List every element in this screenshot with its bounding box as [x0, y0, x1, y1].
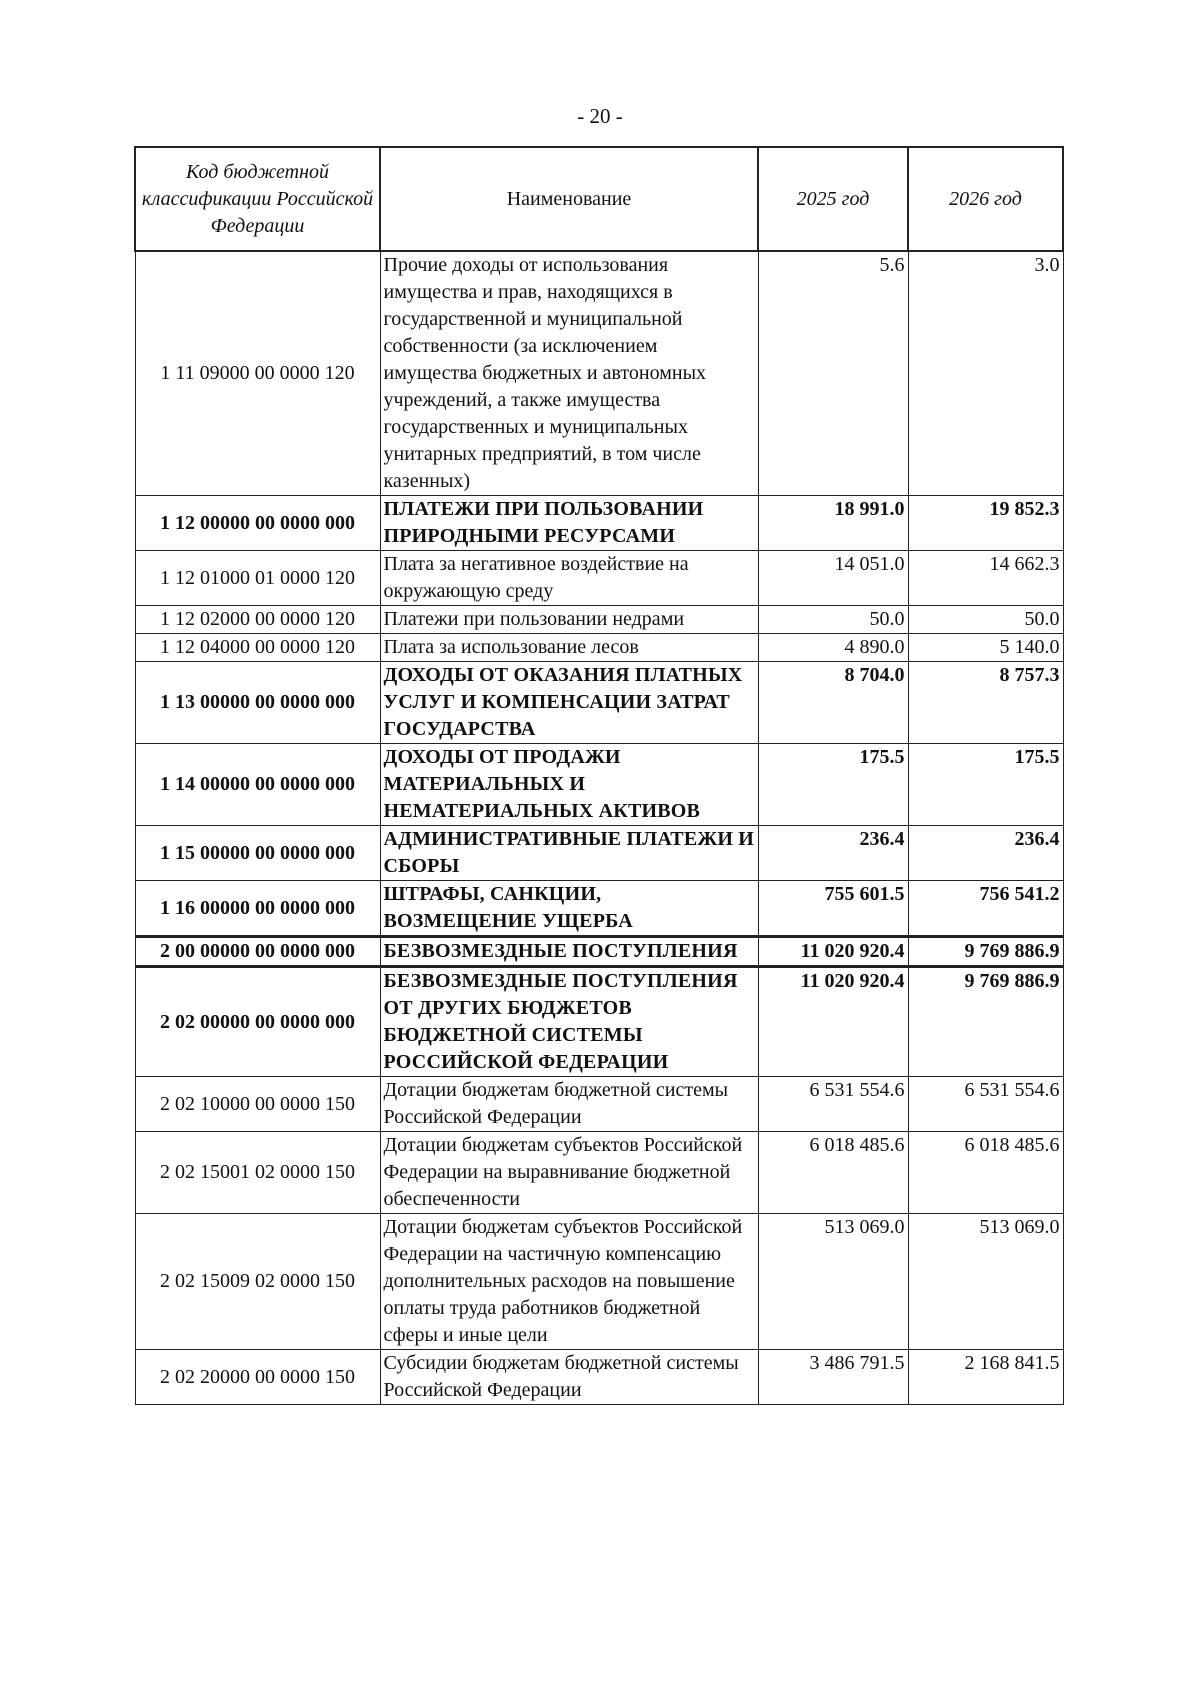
- amount-2026-cell: 6 531 554.6: [908, 1077, 1063, 1132]
- header-2026: 2026 год: [908, 147, 1063, 251]
- amount-2025-cell: 6 018 485.6: [758, 1132, 908, 1214]
- budget-code-cell: 1 16 00000 00 0000 000: [135, 881, 380, 937]
- table-row: [135, 606, 1063, 634]
- amount-2025-cell: 5.6: [758, 251, 908, 496]
- table-header-row: [135, 147, 1063, 251]
- item-name-cell: ПЛАТЕЖИ ПРИ ПОЛЬЗОВАНИИ ПРИРОДНЫМИ РЕСУРСАМИ: [380, 496, 758, 551]
- amount-2026-cell: 236.4: [908, 826, 1063, 881]
- table-row: [135, 1132, 1063, 1214]
- item-name-cell: Дотации бюджетам бюджетной системы Российской Федерации: [380, 1077, 758, 1132]
- budget-code-cell: 1 14 00000 00 0000 000: [135, 744, 380, 826]
- budget-code-cell: 1 12 01000 01 0000 120: [135, 551, 380, 606]
- budget-code-cell: 1 12 00000 00 0000 000: [135, 496, 380, 551]
- table-row: [135, 1077, 1063, 1132]
- table-row: [135, 634, 1063, 662]
- table-row: [135, 937, 1063, 967]
- amount-2025-cell: 18 991.0: [758, 496, 908, 551]
- budget-code-cell: 1 12 02000 00 0000 120: [135, 606, 380, 634]
- amount-2026-cell: 175.5: [908, 744, 1063, 826]
- table-row: [135, 1350, 1063, 1405]
- amount-2026-cell: 2 168 841.5: [908, 1350, 1063, 1405]
- item-name-cell: Субсидии бюджетам бюджетной системы Российской Федерации: [380, 1350, 758, 1405]
- item-name-cell: БЕЗВОЗМЕЗДНЫЕ ПОСТУПЛЕНИЯ: [380, 937, 758, 967]
- amount-2025-cell: 236.4: [758, 826, 908, 881]
- header-name: Наименование: [380, 147, 758, 251]
- budget-code-cell: 2 02 10000 00 0000 150: [135, 1077, 380, 1132]
- header-2025: 2025 год: [758, 147, 908, 251]
- amount-2025-cell: 4 890.0: [758, 634, 908, 662]
- amount-2026-cell: 3.0: [908, 251, 1063, 496]
- budget-code-cell: 1 12 04000 00 0000 120: [135, 634, 380, 662]
- item-name-cell: Платежи при пользовании недрами: [380, 606, 758, 634]
- table-row: [135, 1214, 1063, 1350]
- amount-2025-cell: 6 531 554.6: [758, 1077, 908, 1132]
- table-row: [135, 251, 1063, 496]
- amount-2025-cell: 11 020 920.4: [758, 937, 908, 967]
- table-row: [135, 744, 1063, 826]
- budget-code-cell: 2 02 20000 00 0000 150: [135, 1350, 380, 1405]
- budget-code-cell: 2 02 15001 02 0000 150: [135, 1132, 380, 1214]
- amount-2026-cell: 513 069.0: [908, 1214, 1063, 1350]
- amount-2026-cell: 6 018 485.6: [908, 1132, 1063, 1214]
- budget-code-cell: 1 15 00000 00 0000 000: [135, 826, 380, 881]
- table-row: [135, 881, 1063, 937]
- item-name-cell: ДОХОДЫ ОТ ПРОДАЖИ МАТЕРИАЛЬНЫХ И НЕМАТЕРИАЛЬНЫХ АКТИВОВ: [380, 744, 758, 826]
- budget-revenue-table: [134, 146, 1064, 1405]
- item-name-cell: Дотации бюджетам субъектов Российской Федерации на частичную компенсацию дополнительных расходов на повышение оплаты труда работников бюджетной сферы и иные цели: [380, 1214, 758, 1350]
- table-row: [135, 826, 1063, 881]
- budget-code-cell: 2 02 15009 02 0000 150: [135, 1214, 380, 1350]
- amount-2025-cell: 513 069.0: [758, 1214, 908, 1350]
- item-name-cell: Дотации бюджетам субъектов Российской Федерации на выравнивание бюджетной обеспеченности: [380, 1132, 758, 1214]
- table-row: [135, 662, 1063, 744]
- amount-2026-cell: 5 140.0: [908, 634, 1063, 662]
- item-name-cell: Прочие доходы от использования имущества и прав, находящихся в государственной и муниципальной собственности (за исключением имущества бюджетных и автономных учреждений, а также имущества государственных и муниципальных унитарных предприятий, в том числе казенных): [380, 251, 758, 496]
- item-name-cell: АДМИНИСТРАТИВНЫЕ ПЛАТЕЖИ И СБОРЫ: [380, 826, 758, 881]
- budget-code-cell: 2 02 00000 00 0000 000: [135, 967, 380, 1077]
- item-name-cell: Плата за негативное воздействие на окружающую среду: [380, 551, 758, 606]
- amount-2026-cell: 9 769 886.9: [908, 967, 1063, 1077]
- item-name-cell: БЕЗВОЗМЕЗДНЫЕ ПОСТУПЛЕНИЯ ОТ ДРУГИХ БЮДЖЕТОВ БЮДЖЕТНОЙ СИСТЕМЫ РОССИЙСКОЙ ФЕДЕРАЦИИ: [380, 967, 758, 1077]
- amount-2025-cell: 3 486 791.5: [758, 1350, 908, 1405]
- amount-2025-cell: 11 020 920.4: [758, 967, 908, 1077]
- budget-code-cell: 2 00 00000 00 0000 000: [135, 937, 380, 967]
- amount-2026-cell: 8 757.3: [908, 662, 1063, 744]
- page-number: - 20 -: [577, 104, 623, 128]
- budget-code-cell: 1 13 00000 00 0000 000: [135, 662, 380, 744]
- amount-2025-cell: 755 601.5: [758, 881, 908, 937]
- item-name-cell: ДОХОДЫ ОТ ОКАЗАНИЯ ПЛАТНЫХ УСЛУГ И КОМПЕНСАЦИИ ЗАТРАТ ГОСУДАРСТВА: [380, 662, 758, 744]
- item-name-cell: Плата за использование лесов: [380, 634, 758, 662]
- amount-2025-cell: 50.0: [758, 606, 908, 634]
- amount-2025-cell: 14 051.0: [758, 551, 908, 606]
- header-code: Код бюджетной классификации Российской Федерации: [135, 147, 380, 251]
- amount-2026-cell: 50.0: [908, 606, 1063, 634]
- budget-code-cell: 1 11 09000 00 0000 120: [135, 251, 380, 496]
- amount-2025-cell: 8 704.0: [758, 662, 908, 744]
- amount-2026-cell: 19 852.3: [908, 496, 1063, 551]
- amount-2026-cell: 9 769 886.9: [908, 937, 1063, 967]
- amount-2025-cell: 175.5: [758, 744, 908, 826]
- amount-2026-cell: 756 541.2: [908, 881, 1063, 937]
- amount-2026-cell: 14 662.3: [908, 551, 1063, 606]
- table-body: [135, 251, 1063, 1405]
- table-row: [135, 551, 1063, 606]
- item-name-cell: ШТРАФЫ, САНКЦИИ, ВОЗМЕЩЕНИЕ УЩЕРБА: [380, 881, 758, 937]
- table-row: [135, 967, 1063, 1077]
- table-row: [135, 496, 1063, 551]
